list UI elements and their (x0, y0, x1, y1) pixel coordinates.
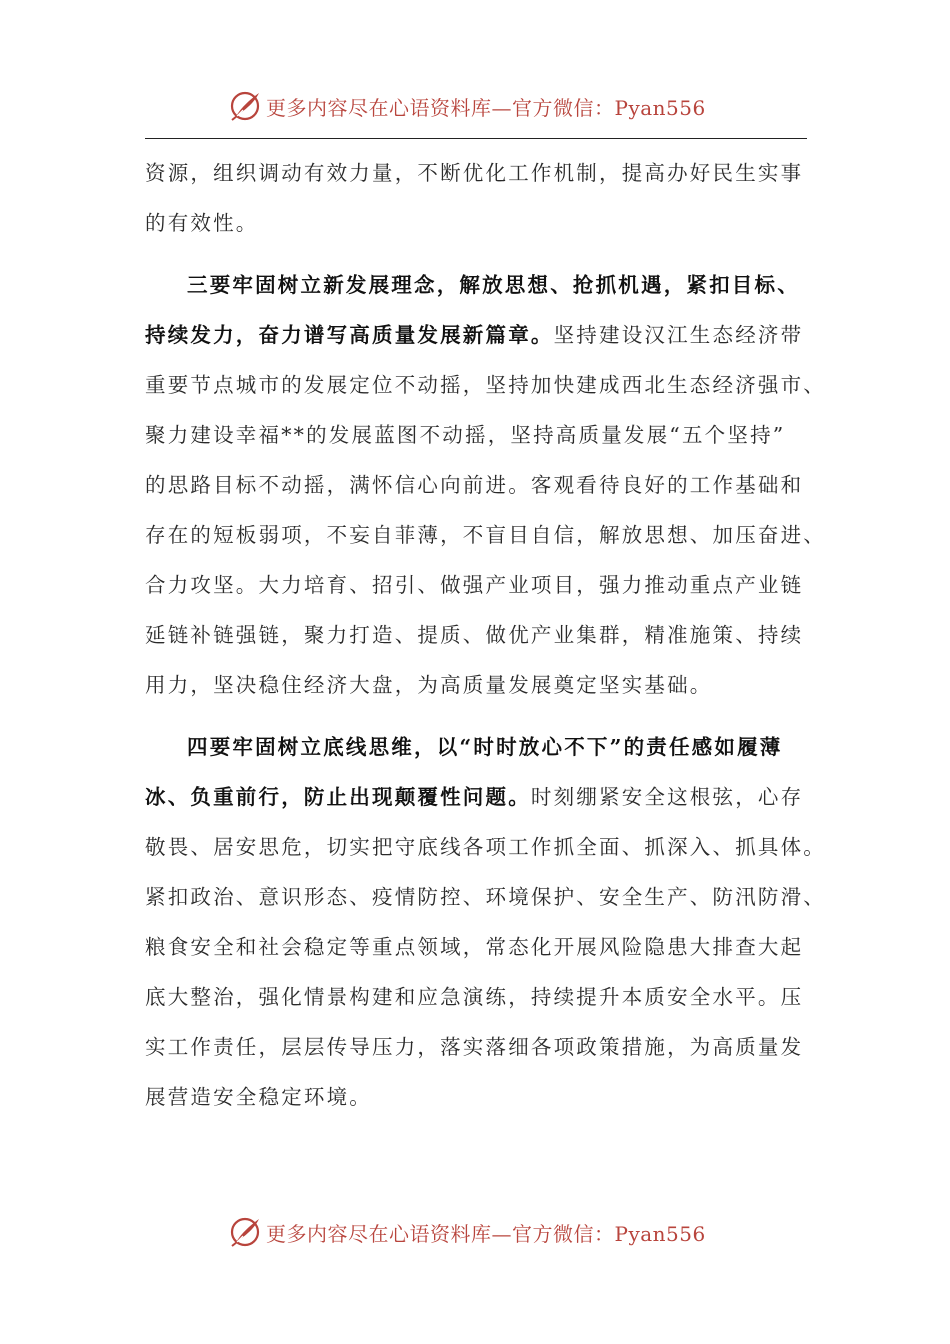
header-banner (0, 82, 950, 126)
document-body (145, 148, 826, 1122)
text-line: 延链补链强链，聚力打造、提质、做优产业集群，精准施策、持续 (145, 623, 804, 647)
header-banner-text: 更多内容尽在心语资料库—官方微信：Pyan556 (266, 95, 706, 120)
quill-pen-logo-icon (228, 89, 262, 123)
footer-banner-text: 更多内容尽在心语资料库—官方微信：Pyan556 (266, 1221, 706, 1246)
header-divider (145, 138, 807, 139)
text-line: 重要节点城市的发展定位不动摇，坚持加快建成西北生态经济强市、 (145, 373, 826, 397)
bold-heading-line: 冰、负重前行，防止出现颠覆性问题。 (145, 785, 531, 809)
paragraph-2 (145, 260, 826, 710)
text-line: 实工作责任，层层传导压力，落实落细各项政策措施，为高质量发 (145, 1035, 804, 1059)
bold-heading-line: 三要牢固树立新发展理念，解放思想、抢抓机遇，紧扣目标、 (187, 273, 800, 297)
footer-banner (0, 1208, 950, 1252)
paragraph-1 (145, 148, 821, 248)
text-line: 敬畏、居安思危，切实把守底线各项工作抓全面、抓深入、抓具体。 (145, 835, 826, 859)
text-line: 的思路目标不动摇，满怀信心向前进。客观看待良好的工作基础和 (145, 473, 804, 497)
text-line: 聚力建设幸福**的发展蓝图不动摇，坚持高质量发展“五个坚持” (145, 423, 786, 447)
text-line: 紧扣政治、意识形态、疫情防控、环境保护、安全生产、防汛防滑、 (145, 885, 826, 909)
text-line: 底大整治，强化情景构建和应急演练，持续提升本质安全水平。压 (145, 985, 804, 1009)
text-line: 粮食安全和社会稳定等重点领域，常态化开展风险隐患大排查大起 (145, 935, 804, 959)
bold-heading-line: 持续发力，奋力谱写高质量发展新篇章。 (145, 323, 554, 347)
text-line: 坚持建设汉江生态经济带 (553, 323, 804, 347)
text-line: 用力，坚决稳住经济大盘，为高质量发展奠定坚实基础。 (145, 673, 713, 697)
text-line: 资源，组织调动有效力量，不断优化工作机制，提高办好民生实事 (145, 161, 804, 185)
text-line: 合力攻坚。大力培育、招引、做强产业项目，强力推动重点产业链 (145, 573, 804, 597)
text-line: 存在的短板弱项，不妄自菲薄，不盲目自信，解放思想、加压奋进、 (145, 523, 826, 547)
text-line: 展营造安全稳定环境。 (145, 1085, 372, 1109)
text-line: 的有效性。 (145, 211, 259, 235)
text-line: 时刻绷紧安全这根弦，心存 (530, 785, 804, 809)
bold-heading-line: 四要牢固树立底线思维，以“时时放心不下”的责任感如履薄 (187, 735, 783, 759)
paragraph-3 (145, 722, 826, 1122)
quill-pen-logo-icon (228, 1215, 262, 1249)
